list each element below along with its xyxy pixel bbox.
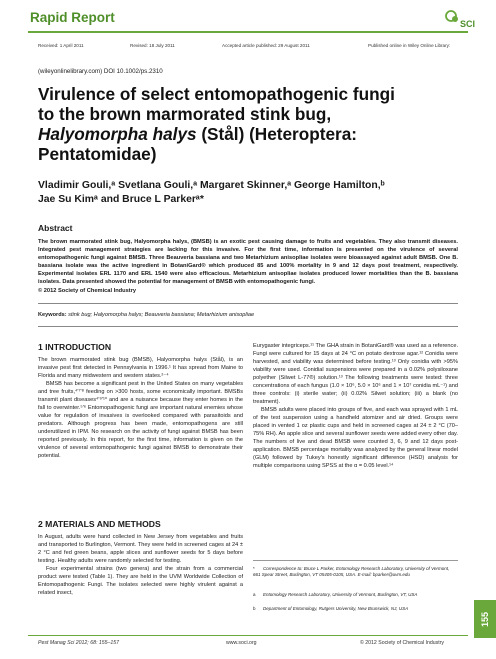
affiliation-b: b Department of Entomology, Rutgers University, New Brunswick, NJ, USA — [253, 606, 409, 611]
revised-date: Revised: 18 July 2011 — [130, 43, 175, 48]
page-number: 155 — [480, 611, 490, 627]
abstract-text: The brown marmorated stink bug, Halyomorpha halys, (BMSB) is an exotic pest causing damage to fruits and vegetables. They also transmit diseases. Integrated pest management strategies are lacking for this invasive. For the first time, information is presented on the virulence of several entomopathogenic fungi against BMSB. Three Beauveria bassiana and two Metarhizium anisopliae isolates were bioassayed against adult BMSB. One B. bassiana isolate was the active ingredient in BotaniGard® which produced 85 and 100% mortality in 9 and 12 days post treatment, respectively. Experimental isolates ERL 1170 and ERL 1540 were also efficacious. Metarhizium anisopliae isolates produced lower mortalities than the B. bassiana isolates. Data presented showed the potential for management of BMSB with entomopathogenic fungi. © 2012 Society of Chemical Industry — [38, 239, 458, 294]
footnote-divider — [253, 560, 458, 561]
published-online: Published online in Wiley Online Library: — [368, 43, 451, 48]
article-title: Virulence of select entomopathogenic fungi to the brown marmorated stink bug, Halyomorpha halys (Stål) (Heteroptera: Pentatomidae) — [38, 84, 395, 164]
methods-body: In August, adults were hand collected in New Jersey from vegetables and fruits and transported to Burlington, Vermont. They were held in screened cages at 24 ± 2 °C and fed green beans, apple slices and sunflower seeds for 5 days before testing. Healthy adults were randomly selected for testing. Four experimental strains (two genera) and the strain from a commercial product were tested (Table 1). They are held in the UVM Worldwide Collection of Entomopathogenic Fungi. The isolates selected were highly virulent against a related insect, — [38, 534, 243, 596]
divider — [38, 303, 458, 304]
methods-body-continued: Eurygaster integriceps.¹¹ The GHA strain in BotaniGard® was used as a reference. Fungi were cultured for 15 days at 24 °C on potato dextrose agar.¹² Conidia were harvested, and viability was determined before testing.¹³ Only conidia with >95% viability were used. Conidial suspensions were prepared in a 0.02% polysiloxane polyether (Silwet L-77®) solution.¹³ The following treatments were tested: three concentrations of each fungus (1.0 × 10⁶, 5.0 × 10⁶ and 1 × 10⁷ conidia mL⁻¹) and three controls: (i) sterile water; (ii) 0.02% Silwet solution; (iii) a blank (no treatment). BMSB adults were placed into groups of five, and each was sprayed with 1 mL of the test suspension using a handheld atomizer and air dried. Groups were placed in vented 1 oz plastic cups and held in screened cages at 24 ± 2 °C (70–75% RH). An apple slice and several sunflower seeds were added every other day. The numbers of live and dead BMSB were counted 3, 6, 9 and 12 days post-application. BMSB percentage mortality was analyzed by the general linear model (GLM) followed by Tukey's honestly significant difference (HSD) analysis for multiple comparisons using SPSS at the α = 0.05 level.¹⁴ — [253, 343, 458, 469]
doi: (wileyonlinelibrary.com) DOI 10.1002/ps.2310 — [38, 68, 163, 75]
journal-website: www.soci.org — [226, 640, 257, 646]
author-list: Vladimir Gouli,ᵃ Svetlana Gouli,ᵃ Margaret Skinner,ᵃ George Hamilton,ᵇ Jae Su Kimᵃ and Bruce L Parkerᵃ* — [38, 180, 385, 205]
sci-logo — [442, 8, 480, 30]
journal-citation: Pest Manag Sci 2012; 68: 155–157 — [38, 640, 120, 646]
section-heading-introduction: 1 INTRODUCTION — [38, 342, 112, 352]
footer-rule — [28, 635, 468, 636]
introduction-body: The brown marmorated stink bug (BMSB), Halyomorpha halys (Stål), is an invasive pest first detected in Pennsylvania in 1996.¹ It has spread from Maine to Florida and many midwestern and western states.²⁻⁴ BMSB has become a significant pest in the United States on many vegetables and tree fruits,⁴'⁷'⁸ feeding on >300 hosts, some economically important. BMSBs transmit plant diseases⁴'⁹'¹⁰ and are a nuisance because they enter homes in the fall to overwinter.⁵'⁶ Entomopathogenic fungi are important natural enemies whose value for regulation of invasives is overlooked compared with parasitoids and predators. Although progress has been made, entomopathogens are still underutilized in IPM. No research on the activity of fungi against BMSB has been reported previously. In this report, for the first time, information is given on the virulence of several entomopathogenic fungi against BMSB to demonstrate their potential. — [38, 357, 243, 459]
correspondence-footnote: * Correspondence to: Bruce L Parker, Entomology Research Laboratory, University of Vermont, 661 Spear Street, Burlington, VT 05405-0105, USA. E-mail: bparker@uvm.edu — [253, 566, 450, 578]
header-title: Rapid Report — [30, 10, 115, 25]
received-date: Received: 1 April 2011 — [38, 43, 84, 48]
accepted-date: Accepted article published: 29 August 2011 — [222, 43, 310, 48]
keywords: Keywords: stink bug; Halyomorpha halys; Beauveria bassiana; Metarhizium anisopliae — [38, 312, 255, 318]
section-heading-methods: 2 MATERIALS AND METHODS — [38, 519, 161, 529]
affiliation-a: a Entomology Research Laboratory, University of Vermont, Burlington, VT, USA — [253, 592, 418, 597]
divider — [38, 326, 458, 327]
svg-text:SCI: SCI — [460, 19, 476, 29]
header-rule — [28, 31, 468, 33]
abstract-heading: Abstract — [38, 223, 73, 233]
footer-copyright: © 2012 Society of Chemical Industry — [360, 640, 444, 646]
